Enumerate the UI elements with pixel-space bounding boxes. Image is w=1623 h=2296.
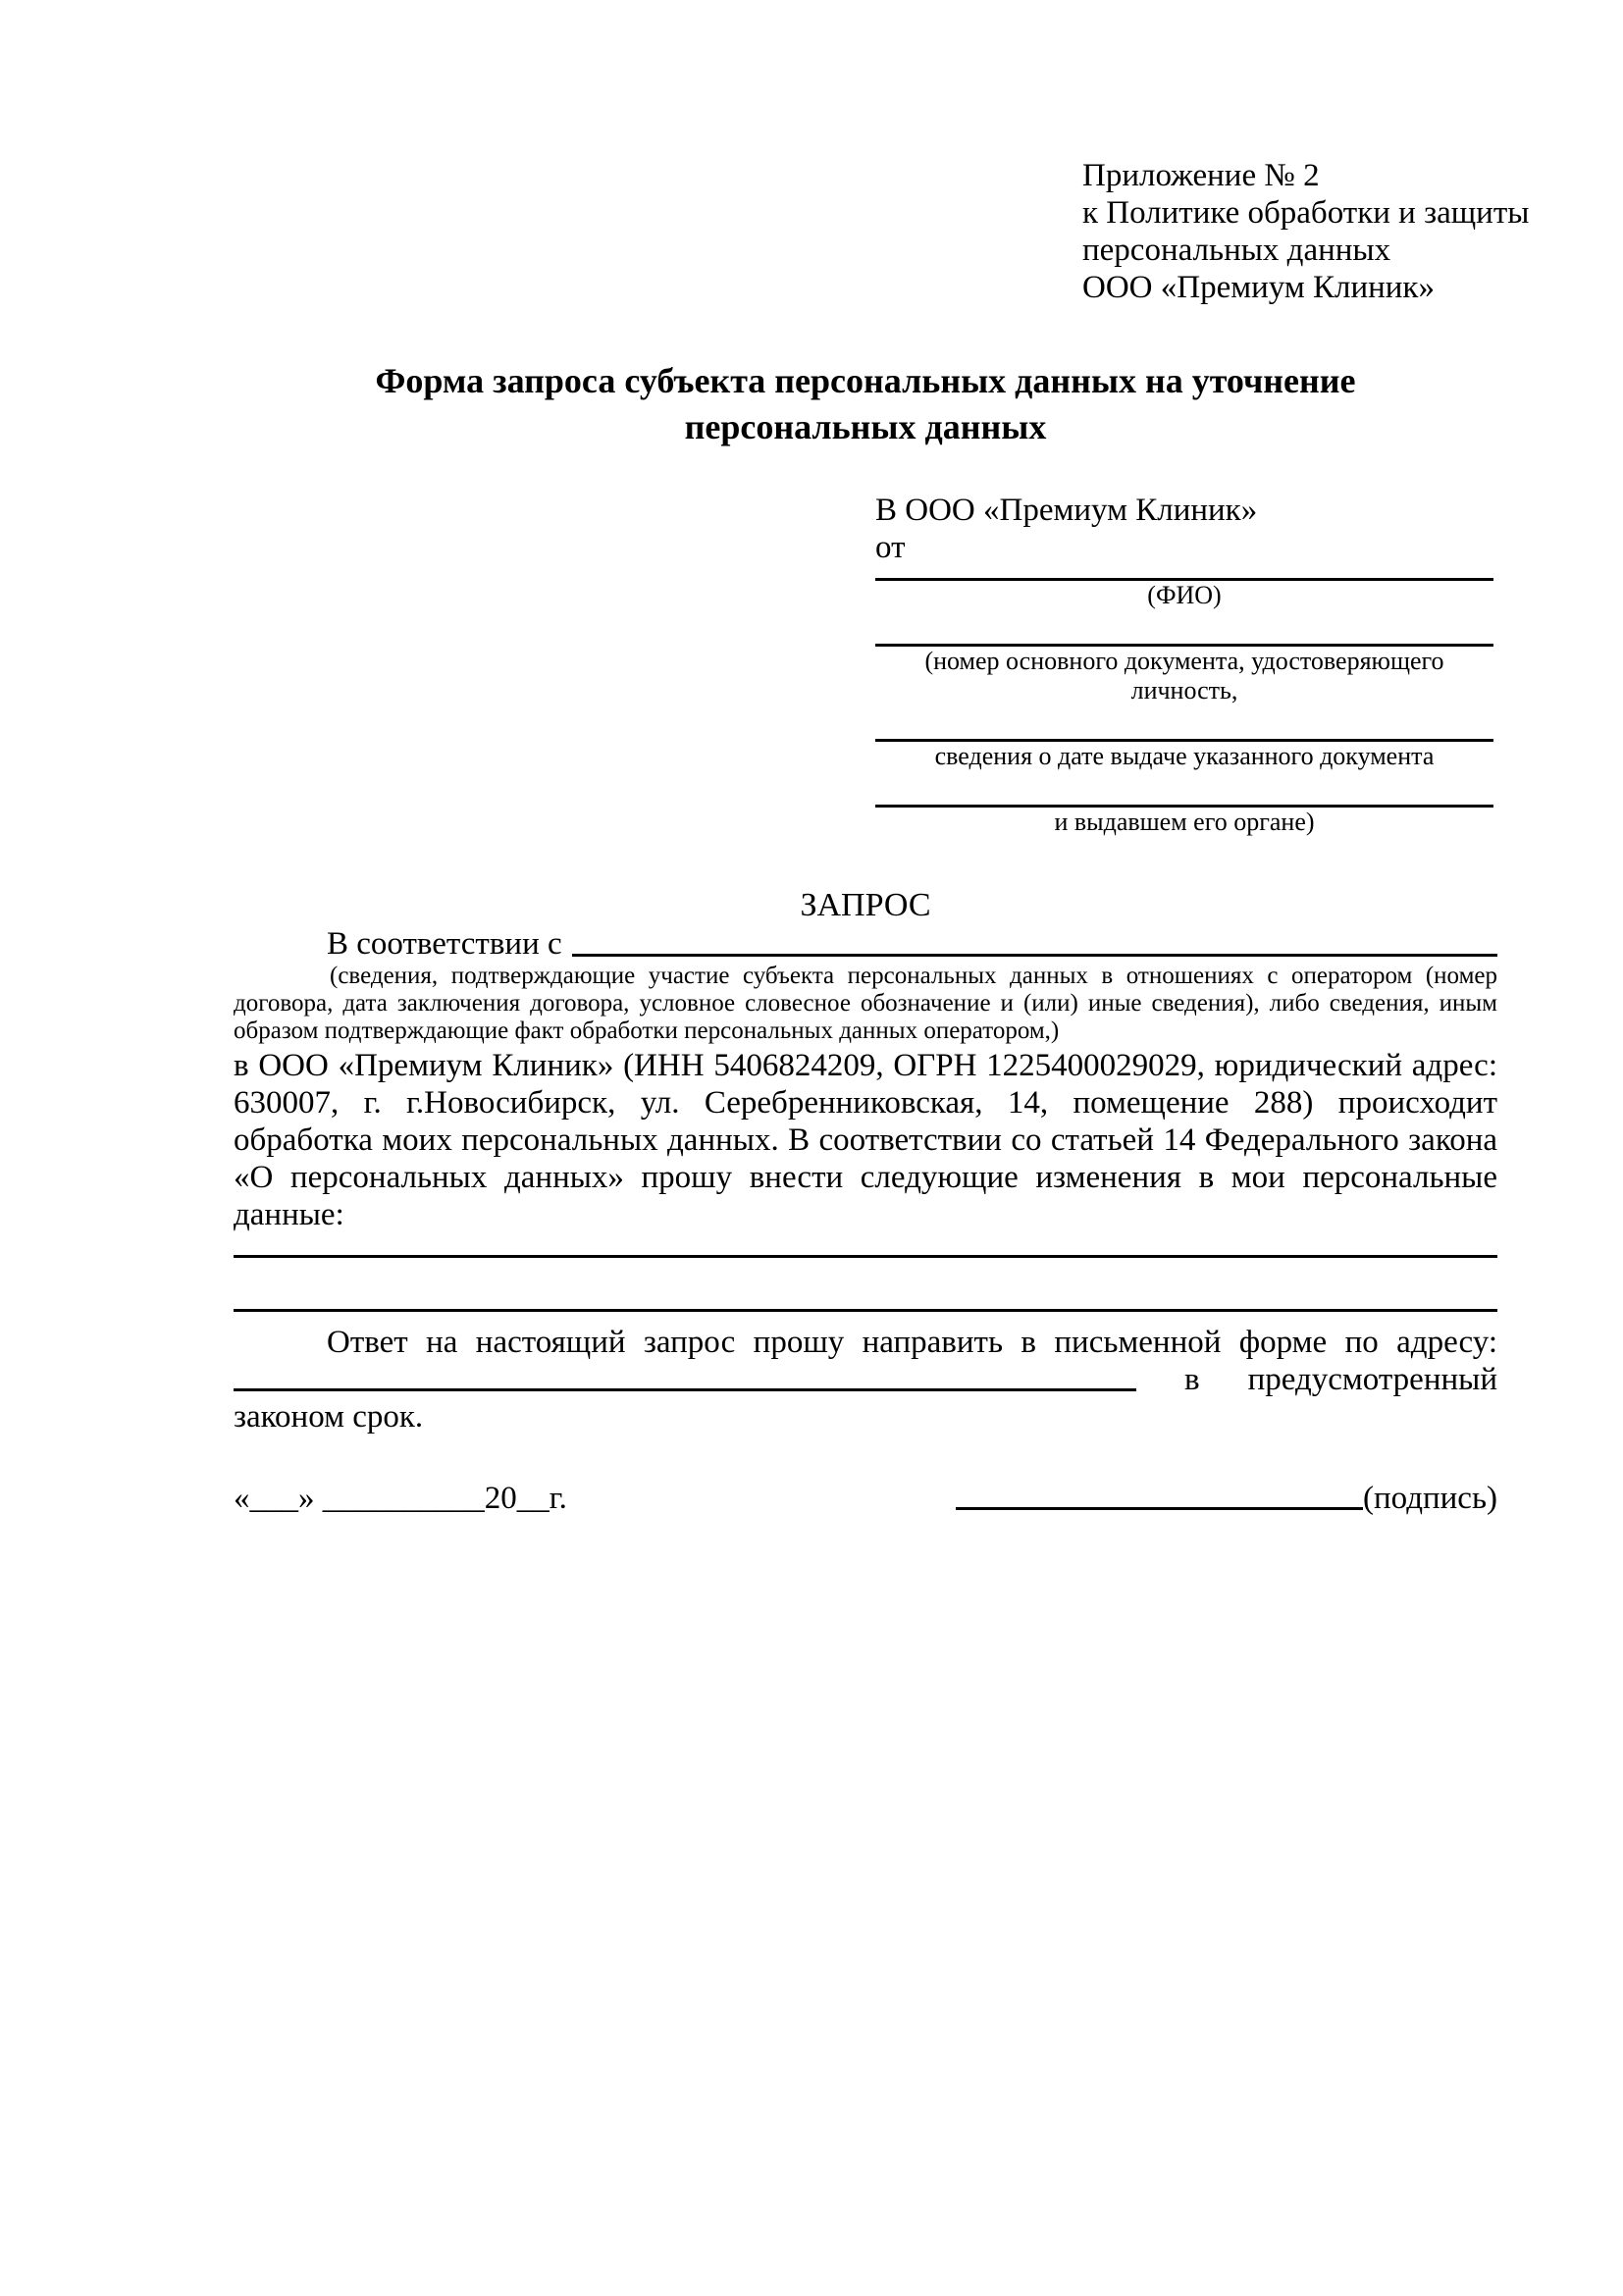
date-placeholder: «___» __________20__г. bbox=[234, 1481, 567, 1516]
appendix-line-2: к Политике обработки и защиты bbox=[1082, 195, 1530, 231]
answer-word-v: в bbox=[1184, 1362, 1200, 1397]
request-heading: ЗАПРОС bbox=[800, 887, 931, 923]
fio-caption: (ФИО) bbox=[1147, 581, 1222, 609]
signature-caption: (подпись) bbox=[1363, 1481, 1497, 1516]
recipient-to: В ООО «Премиум Клиник» bbox=[875, 493, 1258, 528]
request-body-paragraph: в ООО «Премиум Клиник» (ИНН 5406824209, ОГРН 1225400029029, юридический адрес: 630007, г. г.Новосибирск, ул. Серебренниковская, 14, помещение 288) происходит обработка моих персональных данных. В соответствии со статьей 14 Федерального закона «О персональных данных» прошу внести следующие изменения в мои персональные данные: bbox=[234, 1048, 1497, 1232]
recipient-from: от bbox=[875, 530, 906, 565]
issue-date-caption: сведения о дате выдаче указанного документа bbox=[934, 742, 1435, 770]
id-document-number-caption: (номер основного документа, удостоверяющего личность, bbox=[924, 647, 1444, 704]
address-blank-line bbox=[234, 1388, 1136, 1391]
appendix-block bbox=[1082, 157, 1530, 306]
answer-word-predusmotrenny: предусмотренный bbox=[1247, 1362, 1497, 1397]
signature-blank-line bbox=[956, 1507, 1363, 1510]
date-signature-row bbox=[234, 1480, 1497, 1517]
recipient-block bbox=[875, 492, 1493, 837]
changes-blank-line-2 bbox=[234, 1258, 1497, 1312]
appendix-line-1: Приложение № 2 bbox=[1082, 158, 1320, 193]
accordance-prefix: В соответствии с bbox=[327, 926, 562, 962]
accordance-line bbox=[234, 925, 1497, 963]
appendix-line-3: персональных данных bbox=[1082, 233, 1391, 268]
changes-blank-line-1 bbox=[234, 1233, 1497, 1258]
answer-sentence: Ответ на настоящий запрос прошу направить в письменной форме по адресу: bbox=[327, 1325, 1497, 1360]
issue-date-blank-line bbox=[875, 705, 1493, 742]
issuing-authority-blank-line bbox=[875, 771, 1493, 808]
issuing-authority-caption: и выдавшем его органе) bbox=[1054, 808, 1315, 836]
document-title: Форма запроса субъекта персональных данных на уточнение персональных данных bbox=[375, 361, 1356, 446]
address-line-row bbox=[234, 1361, 1497, 1398]
signature-group bbox=[956, 1480, 1497, 1517]
fio-blank-line bbox=[875, 566, 1493, 581]
accordance-blank-line bbox=[572, 925, 1497, 957]
id-document-number-blank-line bbox=[875, 610, 1493, 647]
accordance-note: (сведения, подтверждающие участие субъекта персональных данных в отношениях с оператором (номер договора, дата заключения договора, условное словесное обозначение и (или) иные сведения), либо сведения, иным образом подтверждающие факт обработки персональных данных оператором,) bbox=[234, 963, 1497, 1044]
appendix-line-4: ООО «Премиум Клиник» bbox=[1082, 270, 1435, 305]
answer-tail: законом срок. bbox=[234, 1399, 424, 1435]
